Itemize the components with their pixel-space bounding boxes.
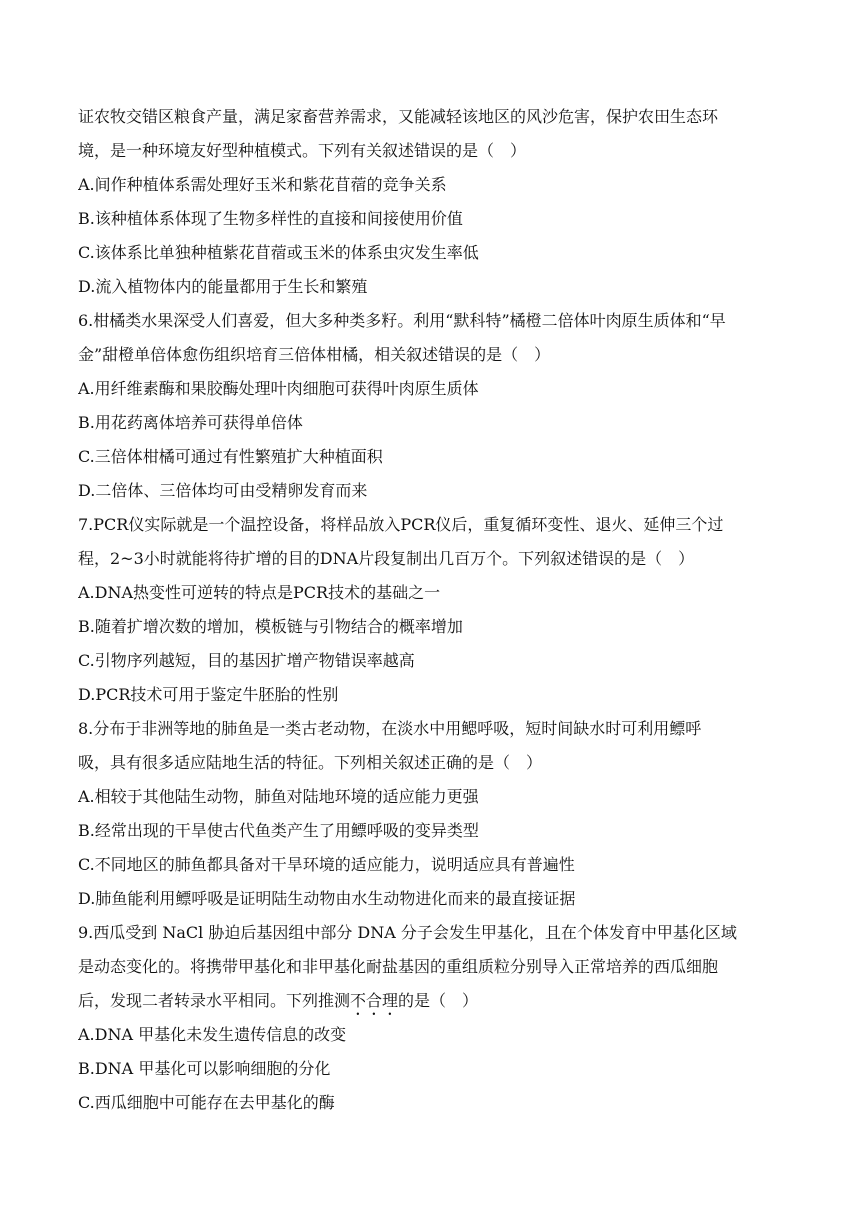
option-line: C.三倍体柑橘可通过有性繁殖扩大种植面积 — [78, 447, 383, 466]
option-line: D.肺鱼能利用鳔呼吸是证明陆生动物由水生动物进化而来的最直接证据 — [78, 889, 576, 908]
question-text — [78, 100, 782, 1120]
text-line: 金”甜橙单倍体愈伤组织培育三倍体柑橘，相关叙述错误的是（ ） — [78, 345, 551, 364]
text-line: 是动态变化的。将携带甲基化和非甲基化耐盐基因的重组质粒分别导入正常培养的西瓜细胞 — [78, 957, 719, 976]
emphasized-text: 不合理 — [350, 991, 399, 1010]
option-line: C.不同地区的肺鱼都具备对干旱环境的适应能力，说明适应具有普遍性 — [78, 855, 575, 874]
option-line: C.引物序列越短，目的基因扩增产物错误率越高 — [78, 651, 415, 670]
option-line: A.相较于其他陆生动物，肺鱼对陆地环境的适应能力更强 — [78, 787, 479, 806]
text-fragment: 的是（ ） — [398, 991, 479, 1010]
option-line: A.DNA 甲基化未发生遗传信息的改变 — [78, 1025, 347, 1044]
option-line: B.该种植体系体现了生物多样性的直接和间接使用价值 — [78, 209, 463, 228]
text-line: 吸，具有很多适应陆地生活的特征。下列相关叙述正确的是（ ） — [78, 753, 543, 772]
text-line — [78, 984, 782, 1018]
question-8-stem: 8.分布于非洲等地的肺鱼是一类古老动物，在淡水中用鳃呼吸，短时间缺水时可利用鳔呼 — [78, 719, 702, 738]
option-line: B.经常出现的干旱使古代鱼类产生了用鳔呼吸的变异类型 — [78, 821, 479, 840]
text-fragment: 后，发现二者转录水平相同。下列推测 — [78, 991, 351, 1010]
question-6-stem: 6.柑橘类水果深受人们喜爱，但大多种类多籽。利用“默科特”橘橙二倍体叶肉原生质体和“早 — [78, 311, 726, 330]
option-line: A.用纤维素酶和果胶酶处理叶肉细胞可获得叶肉原生质体 — [78, 379, 479, 398]
text-line: 证农牧交错区粮食产量，满足家畜营养需求，又能减轻该地区的风沙危害，保护农田生态环 — [78, 107, 719, 126]
option-line: A.间作种植体系需处理好玉米和紫花苜蓿的竞争关系 — [78, 175, 447, 194]
option-line: D.PCR技术可用于鉴定牛胚胎的性别 — [78, 685, 339, 704]
option-line: D.流入植物体内的能量都用于生长和繁殖 — [78, 277, 368, 296]
question-9-stem: 9.西瓜受到 NaCl 胁迫后基因组中部分 DNA 分子会发生甲基化，且在个体发育中甲基化区域 — [78, 923, 737, 942]
option-line: B.随着扩增次数的增加，模板链与引物结合的概率增加 — [78, 617, 463, 636]
option-line: B.用花药离体培养可获得单倍体 — [78, 413, 303, 432]
text-line: 境，是一种环境友好型种植模式。下列有关叙述错误的是（ ） — [78, 141, 527, 160]
option-line: C.该体系比单独种植紫花苜蓿或玉米的体系虫灾发生率低 — [78, 243, 479, 262]
text-line: 程，2~3小时就能将待扩增的目的DNA片段复制出几百万个。下列叙述错误的是（ ） — [78, 549, 695, 568]
option-line: A.DNA热变性可逆转的特点是PCR技术的基础之一 — [78, 583, 441, 602]
option-line: B.DNA 甲基化可以影响细胞的分化 — [78, 1059, 331, 1078]
option-line: C.西瓜细胞中可能存在去甲基化的酶 — [78, 1093, 335, 1112]
question-7-stem: 7.PCR仪实际就是一个温控设备，将样品放入PCR仪后，重复循环变性、退火、延伸三个过 — [78, 515, 724, 534]
option-line: D.二倍体、三倍体均可由受精卵发育而来 — [78, 481, 368, 500]
